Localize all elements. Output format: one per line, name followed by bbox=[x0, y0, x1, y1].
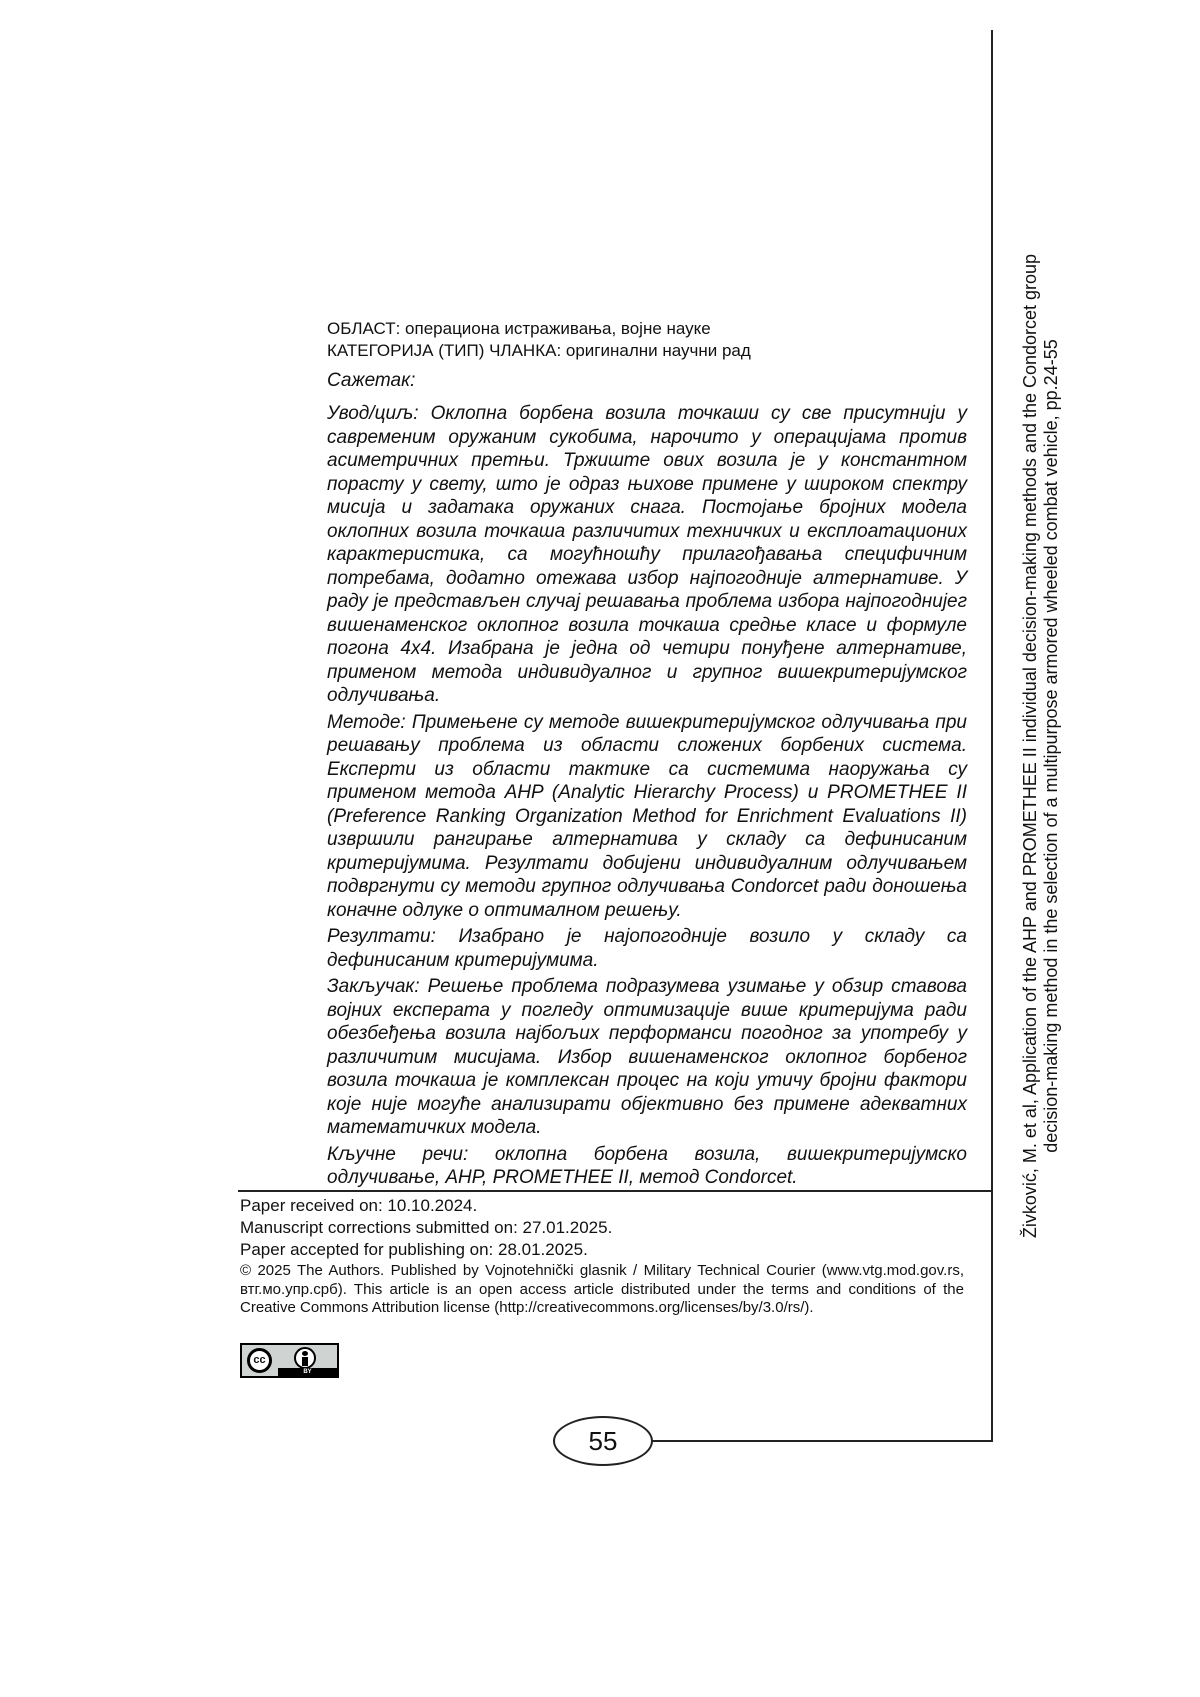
abstract-heading: Сажетак: bbox=[327, 370, 416, 391]
cc-by-license-badge[interactable] bbox=[240, 1343, 339, 1378]
footer-divider bbox=[238, 1190, 991, 1192]
abstract-keywords: Кључне речи: оклопна борбена возила, вишекритеријумско одлучивање, AHP, PROMETHEE II, метод Condorcet. bbox=[327, 1143, 967, 1188]
date-received: Paper received on: 10.10.2024. bbox=[240, 1196, 478, 1215]
running-citation-line-2: decision-making method in the selection of a multipurpose armored wheeled combat vehicle, pp.24-55 bbox=[1041, 339, 1061, 1153]
page-number: 55 bbox=[553, 1416, 653, 1466]
running-citation-line-1: Živković, M. et al, Application of the AHP and PROMETHEE II individual decision-making methods and the Condorcet group bbox=[1020, 253, 1040, 1239]
abstract-results: Резултати: Изабрано је најопогодније возило у складу са дефинисаним критеријумима. bbox=[327, 926, 967, 971]
page-number-rule bbox=[652, 1440, 993, 1442]
running-citation bbox=[1020, 236, 1062, 1256]
article-category: КАТЕГОРИЈА (ТИП) ЧЛАНКА: оригинални научни рад bbox=[327, 341, 751, 360]
article-area: ОБЛАСТ: операциона истраживања, војне науке bbox=[327, 319, 711, 338]
right-margin-rule bbox=[991, 30, 993, 1442]
date-accepted: Paper accepted for publishing on: 28.01.2025. bbox=[240, 1240, 588, 1259]
abstract-intro: Увод/циљ: Оклопна борбена возила точкаши су све присутнији у савременим оружаним сукобима, нарочито у операцијама против асиметричних претњи. Тржиште ових возила је у константном порасту у свету, што је одраз њихове примене у широком спектру мисија и задатака оружаних снага. Постојање бројних модела оклопних возила точкаша различитих техничких и експлоатационих карактеристика, са могућношћу прилагођавања специфичним потребама, додатно отежава избор најпогодније алтернативе. У раду је представљен случај решавања проблема избора најпогоднијег вишенаменског оклопног возила точкаша средње класе и формуле погона 4x4. Изабрана је једна од четири понуђене алтернативе, применом метода индивидуалног и групног вишекритеријумског одлучивања. bbox=[327, 403, 967, 706]
date-corrections: Manuscript corrections submitted on: 27.01.2025. bbox=[240, 1218, 613, 1237]
by-label: BY bbox=[278, 1368, 337, 1376]
creative-commons-icon: cc bbox=[247, 1348, 272, 1373]
abstract-conclusion: Закључак: Решење проблема подразумева узимање у обзир ставова војних експерата у погледу оптимизације више критеријума ради обезбеђења возила најбољих перформанси погодног за употребу у различитим мисијама. Избор вишенаменског оклопног борбеног возила точкаша је комплексан процес на који утичу бројни фактори које није могуће анализирати објективно без примене адекватних математичких модела. bbox=[327, 976, 967, 1138]
abstract-body bbox=[327, 402, 967, 1193]
abstract-methods: Методе: Примењене су методе вишекритеријумског одлучивања при решавању проблема из области сложених борбених система. Експерти из области тактике са системима наоружања су применом метода AHP (Analytic Hierarchy Process) и PROMETHEE II (Preference Ranking Organization Method for Enrichment Evaluations II) извршили рангирање алтернатива у складу са дефинисаним критеријумима. Резултати добијени индивидуалним одлучивањем подвргнути су методи групног одлучивања Condorcet ради доношења коначне одлуке о оптималном решењу. bbox=[327, 711, 967, 921]
submission-dates bbox=[240, 1195, 612, 1261]
attribution-person-icon bbox=[294, 1347, 316, 1369]
license-notice: © 2025 The Authors. Published by Vojnotehnički glasnik / Military Technical Courier (www.vtg.mod.gov.rs, втг.мо.упр.срб). This article is an open access article distributed under the terms and conditions of the Creative Commons Attribution license (http://creativecommons.org/licenses/by/3.0/rs/). bbox=[240, 1262, 964, 1316]
